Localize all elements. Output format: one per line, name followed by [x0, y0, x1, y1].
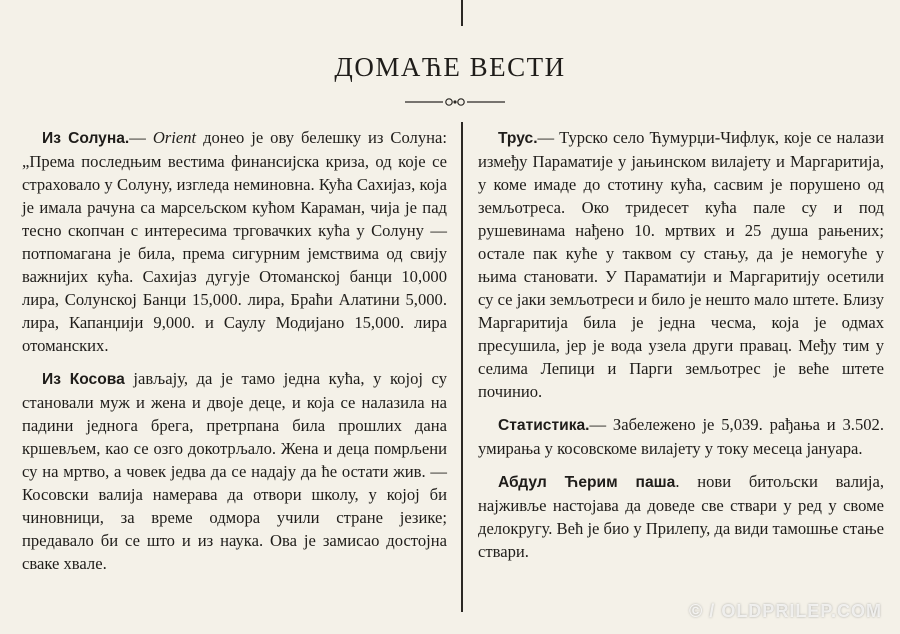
news-text: . нови битољски валија, најживље настојава да доведе све ствари у ред у своме делокругу. Већ је био у Прилепу, да види тамошње стање ствари.: [478, 472, 884, 561]
news-item-earthquake: [478, 126, 884, 403]
news-lead: Абдул Ћерим паша: [498, 474, 676, 491]
news-text: јављају, да је тамо једна кућа, у којој су становали муж и жена и двоје деце, и која се налазила на падини једнога брега, претрпана била прошлих дана кршевљем, као се озго докотрљало. Жена и деца помрљени су на мртво, а човек једва да се надају да ће остати жив. — Косовски валија намерава да отвори школу, у којој би чиновници, за време одмора учили стране језике; предавало би се што и из наука. Ова је замисао достојна сваке хвале.: [22, 369, 447, 573]
news-text: — Забележено је 5,039. рађања и 3.502. умирања у косовскоме вилајету у току месеца јануара.: [478, 415, 884, 458]
column-divider: [461, 122, 463, 612]
ornament-divider: [405, 95, 505, 109]
top-rule-mark: [461, 0, 463, 26]
section-heading: ДОМАЋЕ ВЕСТИ: [334, 52, 566, 82]
news-lead: Из Солуна.: [42, 130, 130, 147]
news-lead: Из Косова: [42, 371, 125, 388]
news-dash: —: [129, 128, 153, 147]
watermark: © / OLDPRILEP.COM: [689, 601, 882, 621]
news-item-kosovo: [22, 367, 447, 575]
news-text: донео је ову белешку из Солуна: „Према последњим вестима финансијска криза, од које се страховало у Солуну, изгледа неминовна. Кућа Сахијаз, која је имала рачуна са марсељском кућом Караман, чија је пад тесно скопчан с интересима трговачких кућа у Солуну — потпомагана је била, према сигурним јемствима од свију важнијих кућа. Сахијаз дугује Отоманској банци 10,000 лира, Солунској Банци 15,000. лира, Браћи Алатини 5,000. лира, Капанџији 9,000. и Саулу Модијано 15,000. лира отоманских.: [22, 128, 447, 355]
news-item-salonica: [22, 126, 447, 357]
news-text: — Турско село Ћумурџи-Чифлук, које се налази између Параматије у јањинском вилајету и Маргаритија, у коме имаде до стотину кућа, сасвим је порушено од земљотреса. Око тридесет кућа пале су и под рушевинама нађено 10. мртвих и 25 душа рањених; остале пак куће у таквом су стању, да је немогуће у њима становати. У Параматији и Маргаритију осетили су се јаки земљотреси и било је нешто мало штете. Близу Маргаритија била је једна чесма, која је одмах пресушила, јер је вода узела други правац. Међу тим у селима Лепици и Парги земљотрес је веће штете починио.: [478, 128, 884, 401]
right-column: [478, 126, 884, 573]
news-source: Orient: [152, 128, 197, 147]
news-item-statistics: [478, 413, 884, 460]
news-lead: Статистика.: [498, 417, 590, 434]
left-column: [22, 126, 447, 585]
news-item-abdul-kerim: [478, 470, 884, 563]
news-lead: Трус.: [498, 130, 538, 147]
